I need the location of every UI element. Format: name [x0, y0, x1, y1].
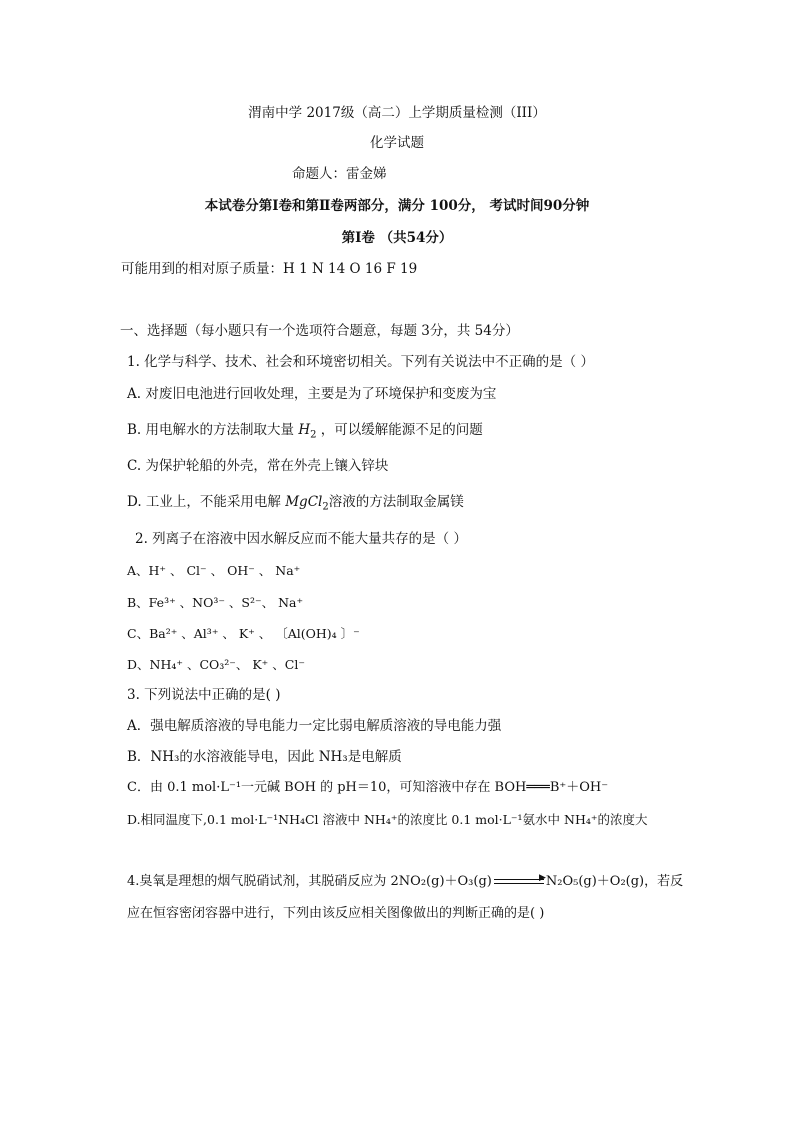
option-d: D.相同温度下,0.1 mol·L⁻¹NH₄Cl 溶液中 NH₄⁺的浓度比 0.1 mol·L⁻¹氨水中 NH₄⁺的浓度大 — [127, 812, 648, 827]
option-b — [127, 421, 483, 445]
option-text: ，可以缓解能源不足的问题 — [320, 422, 483, 438]
formula-subscript: 2 — [310, 429, 317, 441]
option-c: C．由 0.1 mol·L⁻¹一元碱 BOH 的 pH＝10，可知溶液中存在 BOH═══B⁺＋OH⁻ — [127, 780, 609, 795]
option-c: C、Ba²⁺ 、Al³⁺ 、 K⁺ 、 〔Al(OH)₄ 〕⁻ — [127, 626, 360, 641]
exam-title: 渭南中学 2017级（高二）上学期质量检测（III） — [248, 105, 546, 121]
exam-instructions: 本试卷分第Ⅰ卷和第Ⅱ卷两部分，满分 100分， 考试时间90分钟 — [204, 198, 590, 214]
formula-subscript: 2 — [322, 501, 329, 513]
part-title: 第Ⅰ卷 （共54分） — [341, 230, 453, 246]
option-d: D、NH₄⁺ 、CO₃²⁻、 K⁺ 、Cl⁻ — [127, 657, 305, 672]
section-heading: 一、选择题（每小题只有一个选项符合题意，每题 3分，共 54分） — [120, 323, 519, 339]
option-d — [127, 493, 464, 517]
question-stem — [127, 873, 683, 891]
option-b: B、Fe³⁺ 、NO³⁻ 、S²⁻、 Na⁺ — [127, 595, 304, 610]
option-a: A、H⁺ 、 Cl⁻ 、 OH⁻ 、 Na⁺ — [127, 563, 301, 578]
equilibrium-arrow-icon: ▶ — [494, 877, 544, 887]
question-text: N₂O₅(g)＋O₂(g)，若反 — [545, 874, 684, 889]
option-a: A. 对废旧电池进行回收处理，主要是为了环境保护和变废为宝 — [127, 386, 497, 402]
atomic-masses: 可能用到的相对原子质量：H 1 N 14 O 16 F 19 — [121, 261, 418, 277]
option-text: D. 工业上，不能采用电解 — [127, 494, 281, 510]
question-stem: 2. 列离子在溶液中因水解反应而不能大量共存的是（ ） — [135, 531, 467, 547]
option-b: B．NH₃的水溶液能导电，因此 NH₃是电解质 — [127, 749, 402, 765]
option-text: B. 用电解水的方法制取大量 — [127, 422, 295, 438]
question-stem-continued: 应在恒容密闭容器中进行，下列由该反应相关图像做出的判断正确的是( ) — [127, 906, 545, 921]
question-text: 4.臭氧是理想的烟气脱硝试剂，其脱硝反应为 2NO₂(g)＋O₃(g) — [127, 874, 492, 889]
author-line: 命题人：雷金娣 — [292, 166, 387, 182]
question-stem: 3. 下列说法中正确的是( ) — [127, 687, 281, 703]
option-c: C. 为保护轮船的外壳，常在外壳上镶入锌块 — [127, 458, 389, 474]
formula: H — [298, 422, 311, 438]
subject-title: 化学试题 — [370, 135, 424, 151]
option-text: 溶液的方法制取金属镁 — [328, 494, 464, 510]
option-a: A．强电解质溶液的导电能力一定比弱电解质溶液的导电能力强 — [127, 718, 502, 734]
formula: MgCl — [285, 494, 323, 510]
question-stem: 1. 化学与科学、技术、社会和环境密切相关。下列有关说法中不正确的是（ ） — [127, 354, 594, 370]
